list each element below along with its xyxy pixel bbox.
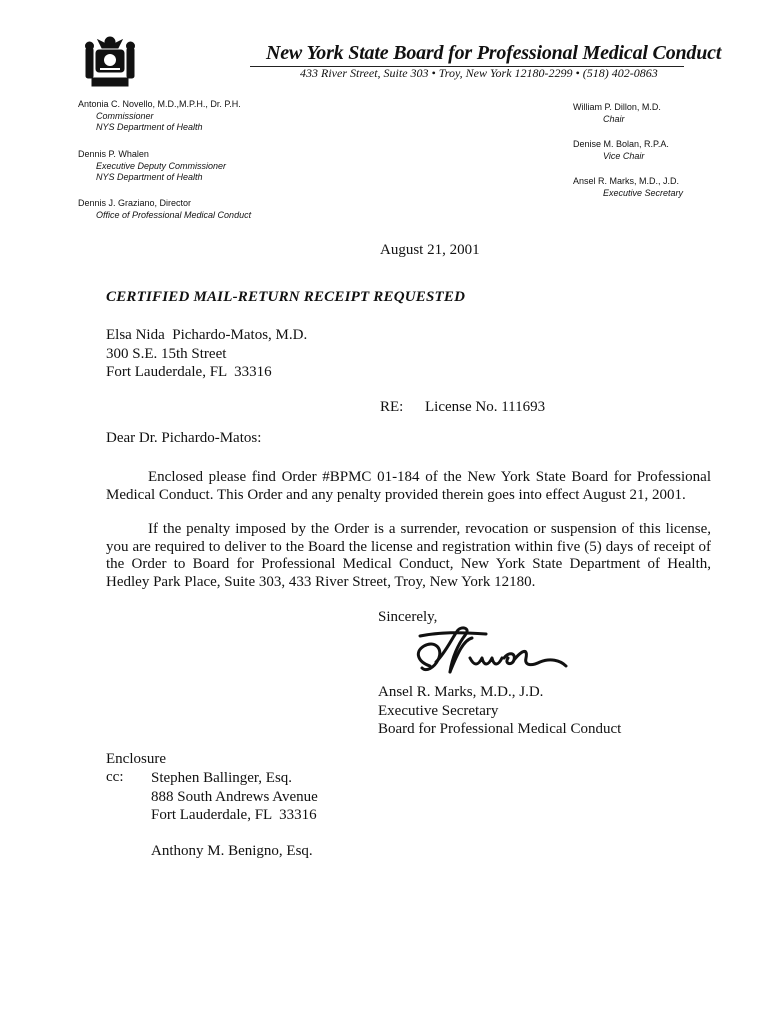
official-title: Office of Professional Medical Conduct (96, 209, 252, 220)
official-name: Dennis P. Whalen (78, 149, 149, 159)
official-vice-chair (573, 139, 669, 162)
letter-date: August 21, 2001 (380, 242, 480, 258)
state-seal-icon (78, 34, 142, 90)
body-paragraph (106, 521, 711, 591)
official-name: William P. Dillon, M.D. (573, 102, 661, 112)
signer-name: Ansel R. Marks, M.D., J.D. (378, 684, 544, 700)
official-chair (573, 102, 661, 125)
addressee-block (106, 326, 307, 382)
official-name: Ansel R. Marks, M.D., J.D. (573, 176, 680, 186)
license-number: License No. 111693 (425, 399, 546, 415)
official-name: Denise M. Bolan, R.P.A. (573, 139, 669, 149)
official-org: NYS Department of Health (96, 172, 203, 182)
paragraph-text: Enclosed please find Order #BPMC 01-184 of the New York State Board for Professional Medical Conduct. This Order and any penalty provided therein goes into effect August 21, 2001. (106, 469, 711, 503)
official-title: Commissioner (96, 110, 154, 121)
official-commissioner (78, 99, 241, 134)
official-title: Executive Secretary (603, 187, 684, 198)
letterhead-title: New York State Board for Professional Medical Conduct (266, 42, 722, 64)
signer-organization: Board for Professional Medical Conduct (378, 721, 622, 737)
salutation: Dear Dr. Pichardo-Matos: (106, 430, 262, 446)
closing: Sincerely, (378, 609, 438, 625)
paragraph-text: If the penalty imposed by the Order is a surrender, revocation or suspension of this license, you are required to deliver to the Board the license and registration within five (5) days of receipt of the Order to Board for Professional Medical Conduct, New York State Department of Health, Hedley Park Place, Suite 303, 433 River Street, Troy, New York 12180. (106, 521, 711, 590)
letterhead-address: 433 River Street, Suite 303 • Troy, New York 12180-2299 • (518) 402-0863 (300, 66, 658, 80)
cc-line: Anthony M. Benigno, Esq. (151, 843, 313, 859)
delivery-method: CERTIFIED MAIL-RETURN RECEIPT REQUESTED (106, 289, 466, 305)
official-deputy-commissioner (78, 149, 226, 184)
cc-recipient (151, 769, 318, 825)
official-title: Executive Deputy Commissioner (96, 160, 227, 171)
body-paragraph (106, 469, 711, 504)
cc-label: cc: (106, 769, 124, 785)
cc-line: 888 South Andrews Avenue (151, 788, 318, 805)
official-title: Vice Chair (603, 150, 645, 161)
official-executive-secretary (573, 176, 683, 199)
enclosure-note: Enclosure (106, 751, 166, 767)
cc-recipient (151, 843, 313, 860)
signer-block (378, 683, 621, 739)
re-label: RE: (380, 399, 404, 415)
official-director (78, 198, 251, 221)
addressee-line: Elsa Nida Pichardo-Matos, M.D. (106, 327, 308, 343)
addressee-line: Fort Lauderdale, FL 33316 (106, 364, 272, 380)
cc-line: Stephen Ballinger, Esq. (151, 770, 293, 786)
official-title: Chair (603, 113, 625, 124)
official-name: Dennis J. Graziano, Director (78, 198, 192, 208)
official-org: NYS Department of Health (96, 122, 203, 132)
signer-title: Executive Secretary (378, 702, 499, 719)
cc-line: Fort Lauderdale, FL 33316 (151, 807, 317, 823)
official-name: Antonia C. Novello, M.D.,M.P.H., Dr. P.H. (78, 99, 241, 109)
addressee-line: 300 S.E. 15th Street (106, 345, 227, 362)
